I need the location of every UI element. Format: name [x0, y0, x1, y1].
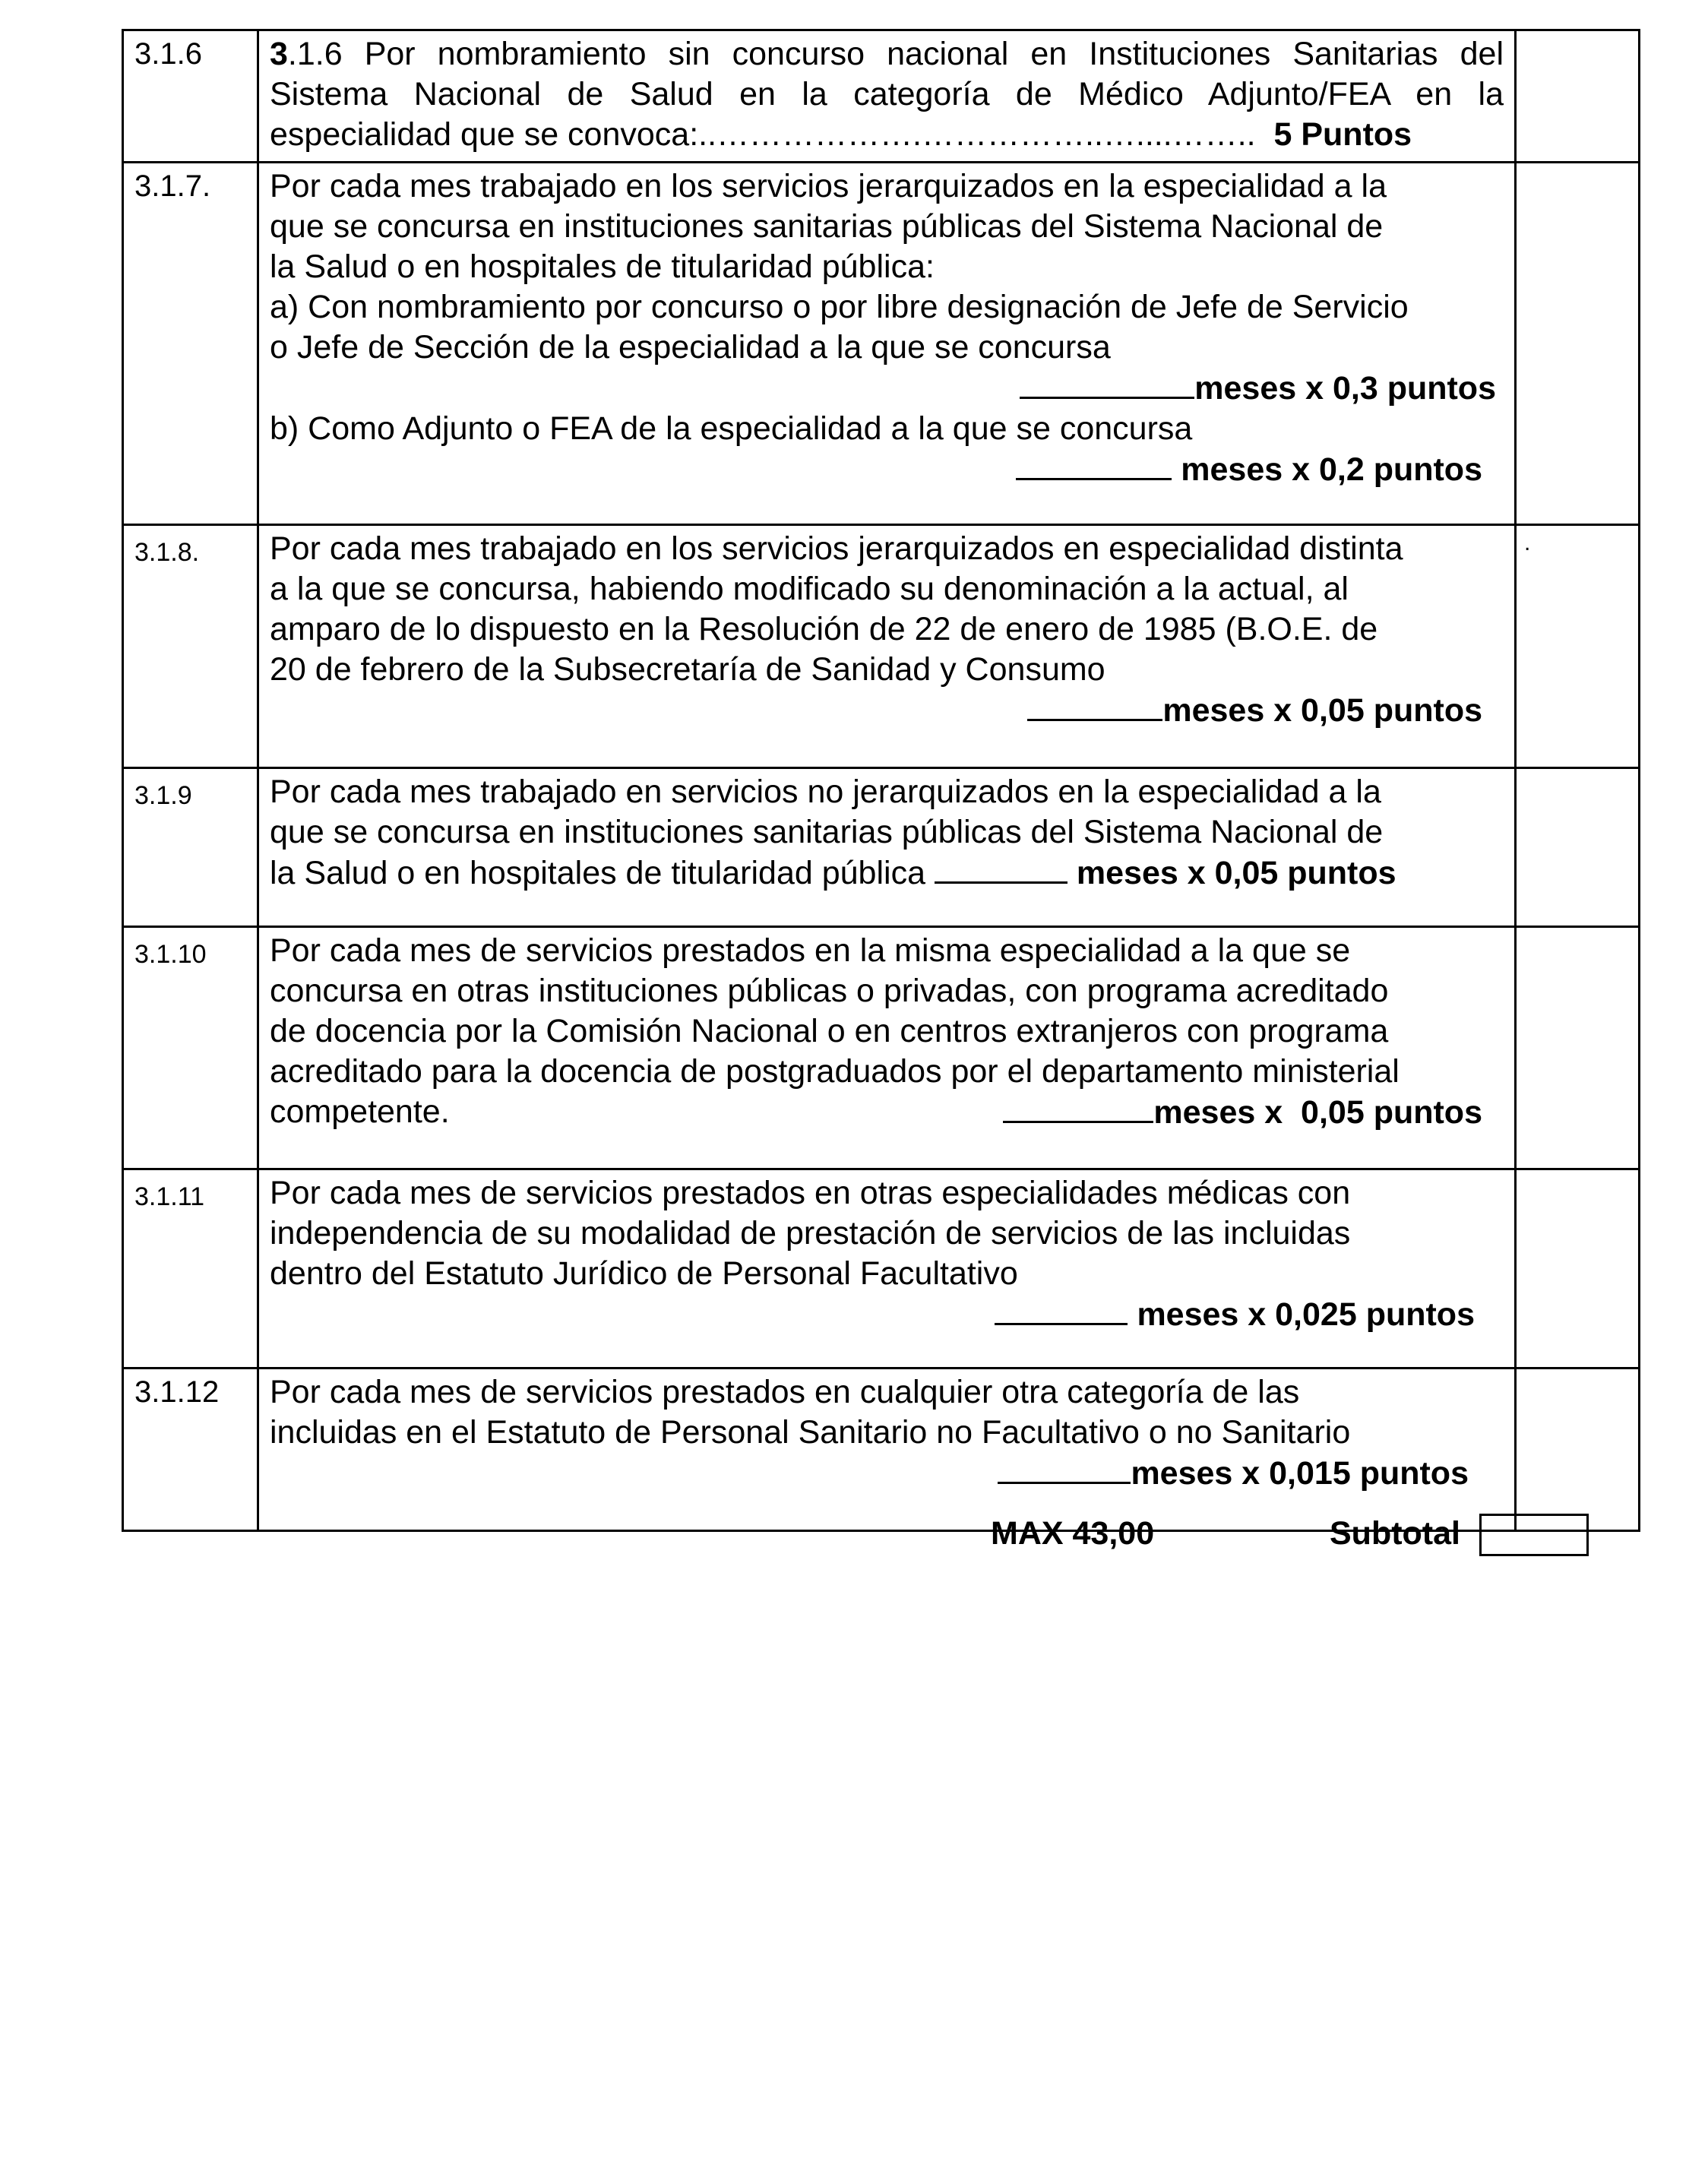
item-description [258, 768, 1516, 927]
blank-field[interactable] [935, 853, 1068, 884]
item-number: 3.1.6 [123, 30, 258, 163]
blank-field[interactable] [1020, 368, 1194, 399]
item-description [258, 163, 1516, 525]
item-number: 3.1.12 [123, 1369, 258, 1531]
line-text: competente. [270, 1093, 450, 1130]
subtotal-box[interactable] [1479, 1514, 1589, 1556]
line-text: .1.6 Por nombramiento sin concurso nacional en Instituciones Sanitarias del [287, 36, 1504, 72]
item-number: 3.1.8. [123, 525, 258, 768]
item-description [258, 927, 1516, 1169]
table-row [123, 768, 1640, 927]
line-text: Por cada mes de servicios prestados en la misma especialidad a la que se [270, 932, 1351, 969]
subtotal-label: Subtotal [1330, 1515, 1460, 1552]
line-text: la Salud o en hospitales de titularidad pública: [270, 248, 935, 285]
line-text: b) Como Adjunto o FEA de la especialidad a la que se concursa [270, 410, 1193, 447]
line-text: incluidas en el Estatuto de Personal Sanitario no Facultativo o no Sanitario [270, 1414, 1351, 1451]
line-text: especialidad que se convoca:..……………….……………..…....…….. [270, 116, 1256, 153]
score-cell[interactable] [1516, 1369, 1640, 1531]
item-description [258, 30, 1516, 163]
line-text: concursa en otras instituciones públicas o privadas, con programa acreditado [270, 973, 1389, 1009]
score-formula: meses x 0,05 puntos [1162, 692, 1482, 729]
line-text: Por cada mes de servicios prestados en cualquier otra categoría de las [270, 1374, 1300, 1410]
line-text: 20 de febrero de la Subsecretaría de Sanidad y Consumo [270, 651, 1105, 688]
blank-field[interactable] [1016, 449, 1172, 480]
score-formula: meses x 0,025 puntos [1137, 1296, 1475, 1333]
score-formula: meses x 0,05 puntos [1076, 855, 1396, 891]
item-number: 3.1.11 [123, 1169, 258, 1369]
line-text: Por cada mes trabajado en los servicios jerarquizados en la especialidad a la [270, 168, 1387, 204]
line-text: amparo de lo dispuesto en la Resolución de 22 de enero de 1985 (B.O.E. de [270, 611, 1378, 647]
score-cell[interactable]: . [1516, 525, 1640, 768]
item-description [258, 1169, 1516, 1369]
line-text: la Salud o en hospitales de titularidad pública [270, 855, 925, 891]
table-row [123, 30, 1640, 163]
table-row [123, 1369, 1640, 1531]
line-text: que se concursa en instituciones sanitarias públicas del Sistema Nacional de [270, 208, 1384, 245]
max-score-label: MAX 43,00 [991, 1515, 1155, 1552]
score-cell[interactable] [1516, 1169, 1640, 1369]
line-text: independencia de su modalidad de prestación de servicios de las incluidas [270, 1215, 1351, 1251]
item-description [258, 1369, 1516, 1531]
line-text: a la que se concursa, habiendo modificado su denominación a la actual, al [270, 571, 1349, 607]
line-text: Por cada mes trabajado en servicios no jerarquizados en la especialidad a la [270, 774, 1381, 810]
bold-prefix: 3 [270, 36, 288, 72]
line-text: a) Con nombramiento por concurso o por libre designación de Jefe de Servicio [270, 289, 1409, 325]
item-number: 3.1.10 [123, 927, 258, 1169]
line-text: Por cada mes de servicios prestados en otras especialidades médicas con [270, 1175, 1351, 1211]
points-label: 5 Puntos [1273, 116, 1412, 153]
item-number: 3.1.9 [123, 768, 258, 927]
blank-field[interactable] [1003, 1092, 1153, 1123]
line-text: de docencia por la Comisión Nacional o en centros extranjeros con programa [270, 1013, 1389, 1049]
line-text: Sistema Nacional de Salud en la categoría de Médico Adjunto/FEA en la [270, 76, 1504, 112]
score-cell[interactable] [1516, 768, 1640, 927]
line-text: que se concursa en instituciones sanitarias públicas del Sistema Nacional de [270, 814, 1384, 850]
table-row [123, 927, 1640, 1169]
line-text: acreditado para la docencia de postgraduados por el departamento ministerial [270, 1053, 1400, 1090]
item-description [258, 525, 1516, 768]
score-cell[interactable] [1516, 30, 1640, 163]
score-formula: meses x 0,3 puntos [1194, 370, 1496, 407]
blank-field[interactable] [998, 1453, 1131, 1484]
score-formula: meses x 0,015 puntos [1131, 1455, 1469, 1492]
blank-field[interactable] [1027, 690, 1162, 721]
table-row [123, 525, 1640, 768]
blank-field[interactable] [995, 1294, 1128, 1325]
scoring-table [122, 29, 1640, 1532]
line-text: dentro del Estatuto Jurídico de Personal Facultativo [270, 1255, 1018, 1292]
item-number: 3.1.7. [123, 163, 258, 525]
line-text: o Jefe de Sección de la especialidad a la que se concursa [270, 329, 1111, 365]
line-text: Por cada mes trabajado en los servicios jerarquizados en especialidad distinta [270, 530, 1403, 567]
score-cell[interactable] [1516, 163, 1640, 525]
table-row [123, 1169, 1640, 1369]
score-cell[interactable] [1516, 927, 1640, 1169]
table-row [123, 163, 1640, 525]
score-formula: meses x 0,2 puntos [1181, 451, 1482, 488]
score-formula: meses x 0,05 puntos [1153, 1094, 1482, 1131]
table-footer [122, 1514, 1589, 1556]
